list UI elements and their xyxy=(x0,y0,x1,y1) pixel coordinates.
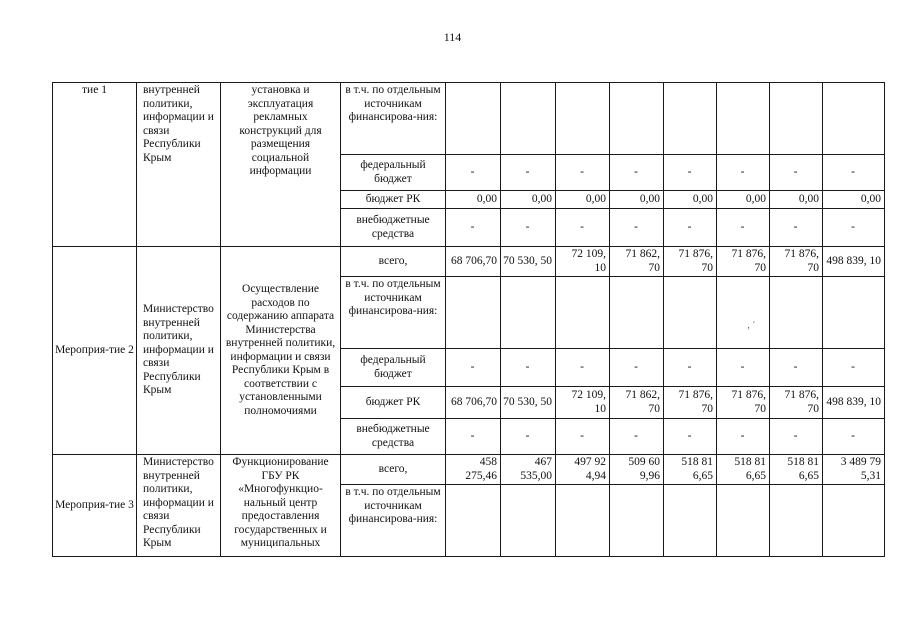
amount-cell: 70 530, 50 xyxy=(501,387,556,419)
amount-cell: - xyxy=(610,209,664,247)
amount-cell xyxy=(823,277,885,349)
amount-cell: - xyxy=(556,419,610,455)
amount-cell: - xyxy=(823,419,885,455)
amount-cell: - xyxy=(446,209,501,247)
amount-cell: - xyxy=(501,349,556,387)
amount-cell: - xyxy=(664,419,717,455)
amount-cell: - xyxy=(501,419,556,455)
amount-cell: 0,00 xyxy=(770,191,823,209)
funding-source: бюджет РК xyxy=(341,191,446,209)
amount-cell: 467 535,00 xyxy=(501,455,556,485)
amount-cell: 72 109, 10 xyxy=(556,247,610,277)
amount-cell: - xyxy=(823,155,885,191)
amount-cell: - xyxy=(770,209,823,247)
budget-table xyxy=(52,82,885,557)
executor: Министерство внутренней политики, информации и связи Республики Крым xyxy=(137,247,221,455)
amount-cell: 518 81 6,65 xyxy=(770,455,823,485)
amount-cell: 71 876, 70 xyxy=(717,247,770,277)
amount-cell: 518 81 6,65 xyxy=(717,455,770,485)
funding-source: всего, xyxy=(341,247,446,277)
activity-number: тие 1 xyxy=(53,83,137,247)
amount-cell xyxy=(501,83,556,155)
amount-cell: 71 876, 70 xyxy=(664,247,717,277)
funding-source: внебюджетные средства xyxy=(341,419,446,455)
amount-cell: - xyxy=(823,209,885,247)
amount-cell: 0,00 xyxy=(501,191,556,209)
amount-cell: 518 81 6,65 xyxy=(664,455,717,485)
amount-cell: - xyxy=(717,155,770,191)
amount-cell: 0,00 xyxy=(556,191,610,209)
amount-cell: - xyxy=(770,349,823,387)
amount-cell: - xyxy=(610,349,664,387)
funding-source: в т.ч. по отдельным источникам финансирова-ния: xyxy=(341,277,446,349)
amount-cell: 498 839, 10 xyxy=(823,387,885,419)
table-row xyxy=(53,247,885,277)
table-row xyxy=(53,83,885,155)
amount-cell: - xyxy=(610,419,664,455)
activity-description: установка и эксплуатация рекламных конструкций для размещения социальной информации xyxy=(221,83,341,247)
amount-cell xyxy=(610,485,664,557)
amount-cell: - xyxy=(717,209,770,247)
funding-source: всего, xyxy=(341,455,446,485)
amount-cell: - xyxy=(501,155,556,191)
amount-cell xyxy=(823,83,885,155)
amount-cell xyxy=(501,485,556,557)
activity-description: Функционирование ГБУ РК «Многофункцио-нальный центр предоставления государственных и муниципальных xyxy=(221,455,341,557)
amount-cell xyxy=(717,83,770,155)
amount-cell: 68 706,70 xyxy=(446,387,501,419)
page-number: 114 xyxy=(443,30,462,44)
scan-artifact: ‚ ´ xyxy=(747,320,756,330)
amount-cell xyxy=(446,277,501,349)
amount-cell xyxy=(610,277,664,349)
amount-cell: 0,00 xyxy=(717,191,770,209)
funding-source: внебюджетные средства xyxy=(341,209,446,247)
amount-cell: 71 876, 70 xyxy=(770,247,823,277)
amount-cell: 71 862, 70 xyxy=(610,247,664,277)
amount-cell: 498 839, 10 xyxy=(823,247,885,277)
table-row xyxy=(53,455,885,485)
amount-cell: - xyxy=(446,419,501,455)
amount-cell: 71 876, 70 xyxy=(664,387,717,419)
amount-cell: - xyxy=(664,209,717,247)
amount-cell: - xyxy=(664,155,717,191)
amount-cell: 509 60 9,96 xyxy=(610,455,664,485)
amount-cell: 72 109, 10 xyxy=(556,387,610,419)
amount-cell xyxy=(770,485,823,557)
amount-cell: - xyxy=(717,349,770,387)
amount-cell: - xyxy=(556,155,610,191)
amount-cell xyxy=(556,83,610,155)
amount-cell xyxy=(664,485,717,557)
amount-cell: 71 876, 70 xyxy=(770,387,823,419)
amount-cell: - xyxy=(446,349,501,387)
amount-cell xyxy=(770,277,823,349)
amount-cell: - xyxy=(501,209,556,247)
funding-source: в т.ч. по отдельным источникам финансирова-ния: xyxy=(341,485,446,557)
amount-cell: - xyxy=(717,419,770,455)
funding-source: бюджет РК xyxy=(341,387,446,419)
amount-cell xyxy=(556,485,610,557)
amount-cell xyxy=(556,277,610,349)
amount-cell xyxy=(770,83,823,155)
amount-cell: 68 706,70 xyxy=(446,247,501,277)
amount-cell: 3 489 79 5,31 xyxy=(823,455,885,485)
amount-cell xyxy=(823,485,885,557)
funding-source: в т.ч. по отдельным источникам финансирова-ния: xyxy=(341,83,446,155)
amount-cell: 497 92 4,94 xyxy=(556,455,610,485)
amount-cell xyxy=(610,83,664,155)
amount-cell xyxy=(501,277,556,349)
amount-cell: - xyxy=(664,349,717,387)
amount-cell xyxy=(717,277,770,349)
amount-cell: 0,00 xyxy=(610,191,664,209)
executor: внутренней политики, информации и связи Республики Крым xyxy=(137,83,221,247)
activity-description: Осуществление расходов по содержанию аппарата Министерства внутренней политики, информации и связи Республики Крым в соответствии с установленными полномочиями xyxy=(221,247,341,455)
activity-number: Мероприя-тие 2 xyxy=(53,247,137,455)
amount-cell: - xyxy=(556,349,610,387)
amount-cell xyxy=(664,83,717,155)
funding-source: федеральный бюджет xyxy=(341,155,446,191)
amount-cell xyxy=(446,83,501,155)
amount-cell: - xyxy=(556,209,610,247)
funding-source: федеральный бюджет xyxy=(341,349,446,387)
amount-cell xyxy=(446,485,501,557)
amount-cell xyxy=(664,277,717,349)
amount-cell: - xyxy=(770,155,823,191)
amount-cell: 458 275,46 xyxy=(446,455,501,485)
executor: Министерство внутренней политики, информации и связи Республики Крым xyxy=(137,455,221,557)
amount-cell: - xyxy=(610,155,664,191)
activity-number: Мероприя-тие 3 xyxy=(53,455,137,557)
amount-cell: 0,00 xyxy=(664,191,717,209)
amount-cell: 70 530, 50 xyxy=(501,247,556,277)
amount-cell: - xyxy=(770,419,823,455)
amount-cell: 71 876, 70 xyxy=(717,387,770,419)
amount-cell: - xyxy=(823,349,885,387)
amount-cell: 0,00 xyxy=(823,191,885,209)
amount-cell: 71 862, 70 xyxy=(610,387,664,419)
amount-cell xyxy=(717,485,770,557)
amount-cell: - xyxy=(446,155,501,191)
amount-cell: 0,00 xyxy=(446,191,501,209)
